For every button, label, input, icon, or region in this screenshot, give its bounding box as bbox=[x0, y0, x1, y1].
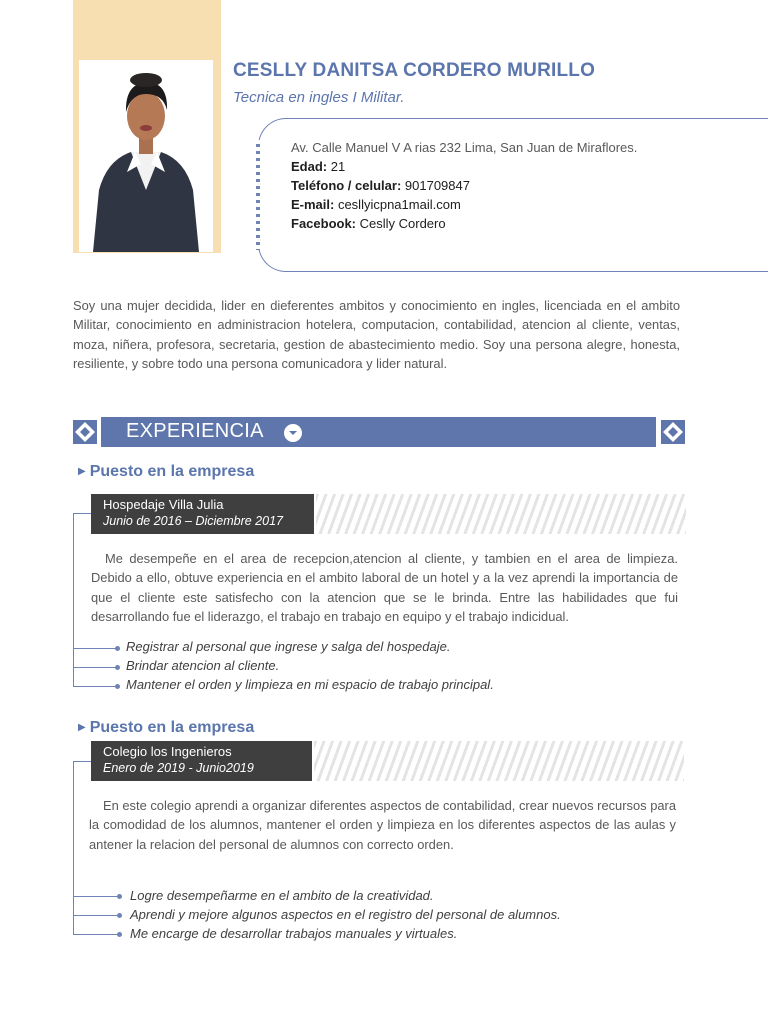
bullet-connector bbox=[73, 915, 119, 916]
email-value: ceslly​icpna1mail.com bbox=[334, 197, 461, 212]
timeline-connector bbox=[73, 761, 91, 762]
timeline-line bbox=[73, 761, 74, 935]
job-bullet: Brindar atencion al cliente. bbox=[126, 658, 280, 673]
caret-right-icon: ▶ bbox=[78, 466, 86, 477]
timeline-connector bbox=[73, 513, 91, 514]
age-label: Edad: bbox=[291, 159, 328, 174]
facebook-value: Ceslly Cordero bbox=[356, 216, 446, 231]
job-heading bbox=[78, 463, 254, 481]
diamond-deco-left-icon bbox=[73, 420, 97, 449]
person-portrait-icon bbox=[79, 60, 213, 252]
job-heading bbox=[78, 719, 254, 737]
job-bullet: Aprendi y mejore algunos aspectos en el registro del personal de alumnos. bbox=[130, 907, 561, 922]
diamond-deco-right-icon bbox=[661, 420, 685, 449]
profile-summary: Soy una mujer decidida, lider en dieferentes ambitos y conocimiento en ingles, licenciada en el ambito Militar, conocimiento en administracion hotelera, computacion, contabilidad, atencion al cliente, ventas, moza, niñera, profesora, secretaria, gestion de abastecimiento medio. Soy una persona alegre, honesta, resiliente, y sobre todo una persona comunicadora y lider natural. bbox=[73, 298, 680, 371]
job-heading-text: Puesto en la empresa bbox=[89, 719, 255, 736]
job-bullet: Mantener el orden y limpieza en mi espacio de trabajo principal. bbox=[126, 677, 494, 692]
job-dates: Junio de 2016 – Diciembre 2017 bbox=[103, 514, 283, 528]
profile-photo bbox=[79, 60, 213, 252]
contact-address: Av. Calle Manuel V A rias 232 Lima, San Juan de Miraflores. bbox=[291, 140, 638, 155]
bullet-connector bbox=[73, 686, 117, 687]
email-label: E-mail: bbox=[291, 197, 335, 212]
candidate-name: CESLLY DANITSA CORDERO MURILLO bbox=[233, 60, 596, 81]
bullet-connector bbox=[73, 934, 119, 935]
job-description: Me desempeñe en el area de recepcion,atencion al cliente, y tambien en el area de limpieza. Debido a ello, obtuve experiencia en el ambito laboral de un hotel y a la vez aprendi la importancia de que el cliente este satisfecho con la atencion que se le brinda. Entre las habilidades que fui desarrollando fue el liderazgo, el trabajo en trabajo en equipo y el trabajo indicidual. bbox=[91, 551, 678, 624]
bullet-dot-icon bbox=[117, 913, 122, 918]
phone-value: 901709847 bbox=[401, 178, 470, 193]
bullet-connector bbox=[73, 648, 117, 649]
bullet-dot-icon bbox=[117, 894, 122, 899]
job-dates: Enero de 2019 - Junio2019 bbox=[103, 761, 254, 775]
bullet-connector bbox=[73, 667, 117, 668]
company-box bbox=[91, 494, 314, 534]
hatch-decoration bbox=[316, 494, 686, 534]
timeline-line bbox=[73, 513, 74, 687]
bullet-dot-icon bbox=[117, 932, 122, 937]
job-bullet: Me encarge de desarrollar trabajos manuales y virtuales. bbox=[130, 926, 458, 941]
job-bullet: Registrar al personal que ingrese y salga del hospedaje. bbox=[126, 639, 451, 654]
bullet-connector bbox=[73, 896, 119, 897]
job-description: En este colegio aprendi a organizar diferentes aspectos de contabilidad, crear nuevos recursos para la comodidad de los alumnos, mantener el orden y limpieza en los diferentes aspectos de las aulas y antener la relacion del personal de alumnos con correcto orden. bbox=[89, 798, 676, 852]
company-box bbox=[91, 741, 312, 781]
contact-phone bbox=[291, 178, 470, 193]
bullet-dot-icon bbox=[115, 646, 120, 651]
bullet-dot-icon bbox=[115, 665, 120, 670]
job-heading-text: Puesto en la empresa bbox=[89, 463, 255, 480]
chevron-down-icon[interactable] bbox=[284, 424, 302, 442]
age-value: 21 bbox=[327, 159, 346, 174]
section-title: EXPERIENCIA bbox=[126, 420, 264, 442]
hatch-decoration bbox=[314, 741, 684, 781]
contact-age bbox=[291, 159, 345, 174]
contact-facebook bbox=[291, 216, 446, 231]
company-name: Hospedaje Villa Julia bbox=[103, 497, 224, 512]
candidate-title: Tecnica en ingles I Militar. bbox=[233, 89, 405, 106]
phone-label: Teléfono / celular: bbox=[291, 178, 402, 193]
facebook-label: Facebook: bbox=[291, 216, 357, 231]
company-name: Colegio los Ingenieros bbox=[103, 744, 232, 759]
caret-right-icon: ▶ bbox=[78, 722, 86, 733]
contact-card-divider bbox=[256, 140, 260, 250]
contact-email bbox=[291, 197, 461, 212]
job-bullet: Logre desempeñarme en el ambito de la creatividad. bbox=[130, 888, 434, 903]
bullet-dot-icon bbox=[115, 684, 120, 689]
